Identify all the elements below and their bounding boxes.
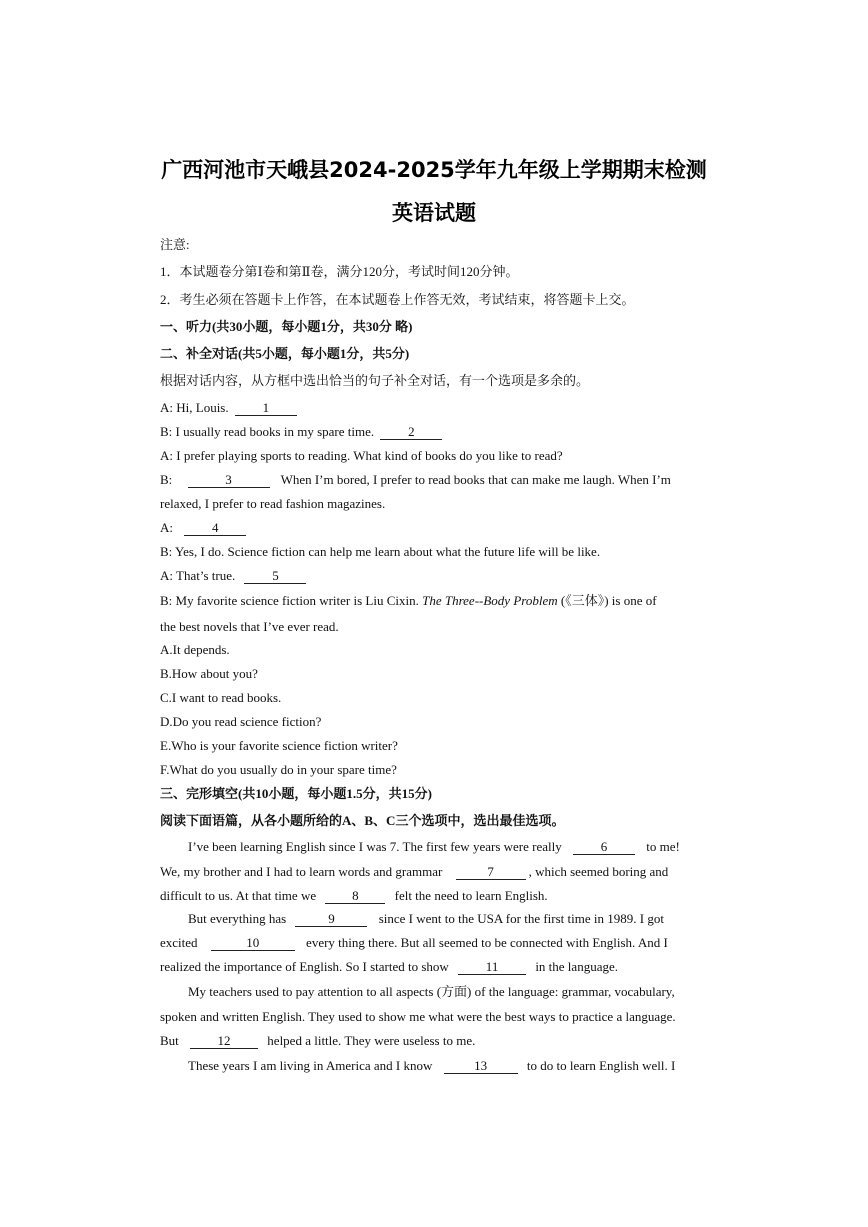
passage-text: realized the importance of English. So I started to show [160,959,449,974]
passage-p2-line1 [188,911,664,927]
passage-text: helped a little. They were useless to me. [267,1033,476,1048]
blank-2[interactable]: 2 [380,425,442,440]
exam-title-line1: 广西河池市天峨县2024-2025学年九年级上学期期末检测 [161,158,707,182]
dialogue-text: A: [160,520,173,535]
dialogue-text: (《三体》) is one of [560,593,657,608]
passage-p4-line1 [188,1058,675,1074]
notice-label: 注意: [160,237,190,252]
dialogue-line-6 [160,520,249,536]
exam-title-line2: 英语试题 [392,201,476,225]
dialogue-text: B: [160,472,173,487]
blank-9[interactable]: 9 [295,912,367,927]
passage-text: These years I am living in America and I know [188,1058,433,1073]
section1-heading: 一、听力(共30小题，每小题1分，共30分 略) [160,319,413,334]
option-e: E.Who is your favorite science fiction writer? [160,738,398,753]
blank-12[interactable]: 12 [190,1034,258,1049]
notice-item-1: 1．本试题卷分第Ⅰ卷和第Ⅱ卷，满分120分，考试时间120分钟。 [160,264,519,279]
passage-text: felt the need to learn English. [394,888,548,903]
blank-5[interactable]: 5 [244,569,306,584]
dialogue-line-3: A: I prefer playing sports to reading. What kind of books do you like to read? [160,448,563,463]
blank-4[interactable]: 4 [184,521,246,536]
option-a: A.It depends. [160,642,230,657]
passage-p3-line1: My teachers used to pay attention to all aspects (方面) of the language: grammar, vocabulary, [188,984,675,999]
passage-text: excited [160,935,198,950]
passage-text: difficult to us. At that time we [160,888,317,903]
dialogue-line-4 [160,472,671,488]
dialogue-line-9 [160,593,657,609]
section3-instruction: 阅读下面语篇，从各小题所给的A、B、C三个选项中，选出最佳选项。 [160,813,565,828]
dialogue-line-7: B: Yes, I do. Science fiction can help me learn about what the future life will be like. [160,544,601,559]
dialogue-line-2 [160,424,445,440]
dialogue-text: A: That’s true. [160,568,236,583]
passage-p2-line3 [160,959,618,975]
passage-p3-line3 [160,1033,475,1049]
dialogue-line-8 [160,568,309,584]
dialogue-line-5: relaxed, I prefer to read fashion magazines. [160,496,386,511]
passage-p1-line3 [160,888,548,904]
passage-text: since I went to the USA for the first time in 1989. I got [378,911,664,926]
section2-heading: 二、补全对话(共5小题，每小题1分，共5分) [160,346,410,361]
blank-11[interactable]: 11 [458,960,526,975]
dialogue-text: A: Hi, Louis. [160,400,229,415]
blank-6[interactable]: 6 [573,840,635,855]
option-b: B.How about you? [160,666,258,681]
option-d: D.Do you read science fiction? [160,714,322,729]
passage-text: every thing there. But all seemed to be connected with English. And I [306,935,668,950]
passage-text: But [160,1033,179,1048]
blank-13[interactable]: 13 [444,1059,518,1074]
dialogue-text: B: I usually read books in my spare time. [160,424,375,439]
blank-3[interactable]: 3 [188,473,270,488]
blank-10[interactable]: 10 [211,936,295,951]
option-c: C.I want to read books. [160,690,282,705]
blank-1[interactable]: 1 [235,401,297,416]
section3-heading: 三、完形填空(共10小题，每小题1.5分，共15分) [160,786,432,801]
blank-7[interactable]: 7 [456,865,526,880]
passage-p1-line1 [188,839,680,855]
passage-text: to do to learn English well. I [526,1058,676,1073]
notice-item-2: 2．考生必须在答题卡上作答，在本试题卷上作答无效，考试结束，将答题卡上交。 [160,292,635,307]
section2-instruction: 根据对话内容，从方框中选出恰当的句子补全对话，有一个选项是多余的。 [160,373,590,388]
passage-text: We, my brother and I had to learn words and grammar [160,864,443,879]
book-title: The Three--Body Problem [422,593,558,608]
dialogue-line-10: the best novels that I’ve ever read. [160,619,339,634]
passage-text: I’ve been learning English since I was 7. The first few years were really [188,839,562,854]
dialogue-text: B: My favorite science fiction writer is Liu Cixin. [160,593,419,608]
passage-p3-line2: spoken and written English. They used to show me what were the best ways to practice a language. [160,1009,676,1024]
passage-p2-line2 [160,935,668,951]
dialogue-text: When I’m bored, I prefer to read books that can make me laugh. When I’m [280,472,671,487]
passage-text: to me! [646,839,680,854]
dialogue-line-1 [160,400,300,416]
blank-8[interactable]: 8 [325,889,385,904]
passage-p1-line2 [160,864,668,880]
passage-text: But everything has [188,911,287,926]
passage-text: , which seemed boring and [528,864,669,879]
passage-text: in the language. [535,959,618,974]
option-f: F.What do you usually do in your spare time? [160,762,397,777]
